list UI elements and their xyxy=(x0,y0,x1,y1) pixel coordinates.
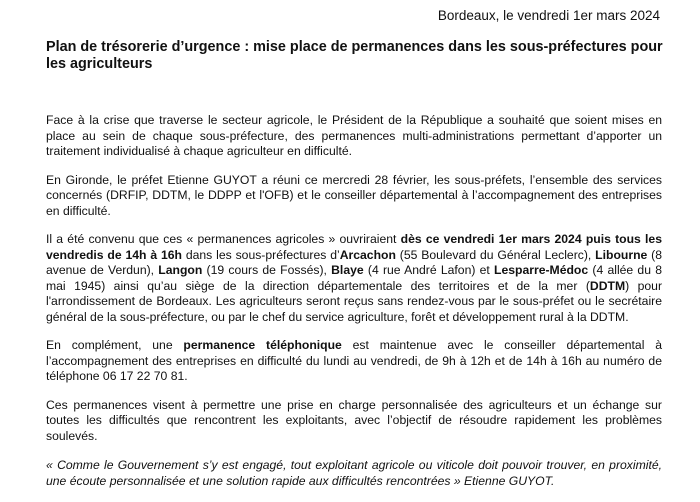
text-span: (55 Boulevard du Général Leclerc), xyxy=(395,247,596,262)
text-span: En complément, une xyxy=(46,338,184,352)
paragraph-objective: Ces permanences visent à permettre une prise en charge personnalisée des agriculteurs et un échange sur toutes les difficultés que rencontrent les exploitants, avec l’objectif de résoudre rapidement les problèmes soulevés. xyxy=(46,397,662,443)
prefect-quote: « Comme le Gouvernement s’y est engagé, tout exploitant agricole ou viticole doit pouvoir trouver, en proximité, une écoute personnalisée et une solution rapide aux difficultés rencontrées » Etienne GUYOT. xyxy=(46,458,662,488)
dateline: Bordeaux, le vendredi 1er mars 2024 xyxy=(437,8,660,23)
location-libourne: Libourne xyxy=(595,247,648,262)
location-arcachon: Arcachon xyxy=(339,247,396,262)
paragraph-phone xyxy=(46,338,662,385)
location-ddtm: DDTM xyxy=(589,278,626,293)
body-text xyxy=(46,113,662,502)
text-span: est maintenue avec le conseiller départemental à l’accompagnement des entreprises en difficulté du lundi au vendredi, de 9h à 12h et de 14h à 16h au numéro de téléphone 06 17 22 70 81. xyxy=(46,338,662,383)
paragraph-meeting: En Gironde, le préfet Etienne GUYOT a réuni ce mercredi 28 février, les sous-préfets, l’ensemble des services concernés (DRFIP, DDTM, le DDPP et l'OFB) et le conseiller départemental à l’accompagnement des entreprises en difficulté. xyxy=(46,172,662,218)
schedule-highlight: dès ce vendredi 1er mars 2024 puis tous les vendredis de 14h à 16h xyxy=(46,232,662,262)
location-lesparre-medoc: Lesparre-Médoc xyxy=(494,263,589,277)
location-langon: Langon xyxy=(158,263,203,277)
text-span: dans les sous-préfectures d’ xyxy=(182,247,340,262)
phone-permanence-highlight: permanence téléphonique xyxy=(183,338,342,352)
paragraph-permanences xyxy=(46,232,662,325)
text-span: (4 rue André Lafon) et xyxy=(363,263,495,277)
text-span: ) pour l'arrondissement de Bordeaux. Les agriculteurs seront reçus sans rendez-vous par le sous-préfet ou le secrétaire général de la sous-préfecture, ou par le chef du service agriculture, forêt et développement rural à la DDTM. xyxy=(46,278,662,324)
text-span: (4 allée du 8 mai 1945) ainsi qu’au siège de la direction départementale des territoires et de la mer ( xyxy=(46,263,662,293)
text-span: (19 cours de Fossés), xyxy=(202,263,332,277)
text-span: (8 avenue de Verdun), xyxy=(46,247,663,277)
paragraph-intro: Face à la crise que traverse le secteur agricole, le Président de la République a souhaité que soient mises en place au sein de chaque sous-préfecture, des permanences multi-administrations permettant d’apporter un traitement individualisé à chaque agriculteur en difficulté. xyxy=(46,113,662,158)
location-blaye: Blaye xyxy=(331,263,364,277)
text-span: Il a été convenu que ces « permanences agricoles » ouvriraient xyxy=(46,232,401,246)
page-title: Plan de trésorerie d’urgence : mise place de permanences dans les sous-préfectures pour les agriculteurs xyxy=(46,39,663,72)
